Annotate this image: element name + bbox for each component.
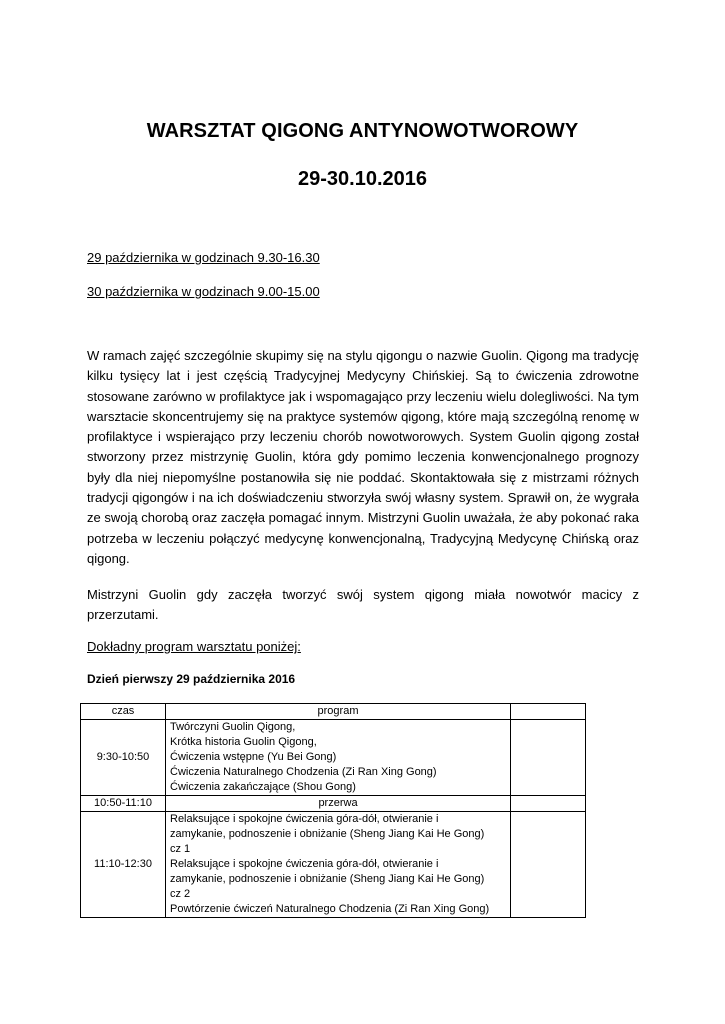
schedule-table <box>80 703 586 918</box>
program-line: Powtórzenie ćwiczeń Naturalnego Chodzenia (Zi Ran Xing Gong) <box>170 903 490 915</box>
hours-day-1: 29 października w godzinach 9.30-16.30 <box>87 250 320 265</box>
header-time: czas <box>81 704 166 720</box>
document-date: 29-30.10.2016 <box>297 168 427 190</box>
program-line: zamykanie, podnoszenie i obniżanie (Sheng Jiang Kai He Gong) <box>170 873 485 885</box>
program-line: Twórczyni Guolin Qigong, <box>170 721 296 733</box>
program-line: Relaksujące i spokojne ćwiczenia góra-dół, otwieranie i <box>170 858 439 870</box>
table-header-row <box>81 704 586 720</box>
row-program <box>166 720 511 796</box>
row-empty <box>511 812 586 918</box>
program-line: cz 1 <box>170 843 191 855</box>
row-time: 10:50-11:10 <box>81 796 166 812</box>
table-row <box>81 812 586 918</box>
description-paragraph: W ramach zajęć szczególnie skupimy się na stylu qigongu o nazwie Guolin. Qigong ma tradycję kilku tysięcy lat i jest częścią Tradycyjnej Medycyny Chińskiej. Są to ćwiczenia zdrowotne stosowane zarówno w profilaktyce jak i wspomagająco przy leczeniu wielu dolegliwości. Na tym warsztacie skoncentrujemy się na praktyce systemów qigong, które mają szczególną renomę w profilaktyce i wspierająco przy leczeniu chorób nowotworowych. System Guolin qigong został stworzony przez mistrzynię Guolin, która gdy pomimo leczenia konwencjonalnego prognozy były dla niej niepomyślne postanowiła się nie poddać. Skontaktowała się z mistrzami różnych tradycji qigongów i na ich doświadczeniu stworzyła swój własny system. Sprawił on, że wygrała ze swoją chorobą oraz zaczęła pomagać innym. Mistrzyni Guolin uważała, że aby pokonać raka potrzeba w leczeniu połączyć medycynę konwencjonalną, Tradycyjną Medycynę Chińską oraz qigong. <box>87 348 639 566</box>
row-time: 11:10-12:30 <box>81 812 166 918</box>
program-line: cz 2 <box>170 888 191 900</box>
document-title: WARSZTAT QIGONG ANTYNOWOTWOROWY <box>146 120 579 142</box>
row-time: 9:30-10:50 <box>81 720 166 796</box>
row-empty <box>511 720 586 796</box>
program-line: Krótka historia Guolin Qigong, <box>170 736 317 748</box>
row-program: przerwa <box>166 796 511 812</box>
program-line: zamykanie, podnoszenie i obniżanie (Sheng Jiang Kai He Gong) <box>170 828 485 840</box>
row-program <box>166 812 511 918</box>
day-heading: Dzień pierwszy 29 października 2016 <box>87 672 296 686</box>
table-row <box>81 796 586 812</box>
program-line: Ćwiczenia zakańczające (Shou Gong) <box>170 781 356 793</box>
header-program: program <box>166 704 511 720</box>
header-empty <box>511 704 586 720</box>
guolin-note-paragraph: Mistrzyni Guolin gdy zaczęła tworzyć swój system qigong miała nowotwór macicy z przerzutami. <box>87 587 639 622</box>
program-heading: Dokładny program warsztatu poniżej: <box>87 639 301 654</box>
program-line: Ćwiczenia Naturalnego Chodzenia (Zi Ran Xing Gong) <box>170 766 437 778</box>
table-row <box>81 720 586 796</box>
hours-day-2: 30 października w godzinach 9.00-15.00 <box>87 284 320 299</box>
program-line: Relaksujące i spokojne ćwiczenia góra-dół, otwieranie i <box>170 813 439 825</box>
row-empty <box>511 796 586 812</box>
program-line: Ćwiczenia wstępne (Yu Bei Gong) <box>170 751 337 763</box>
